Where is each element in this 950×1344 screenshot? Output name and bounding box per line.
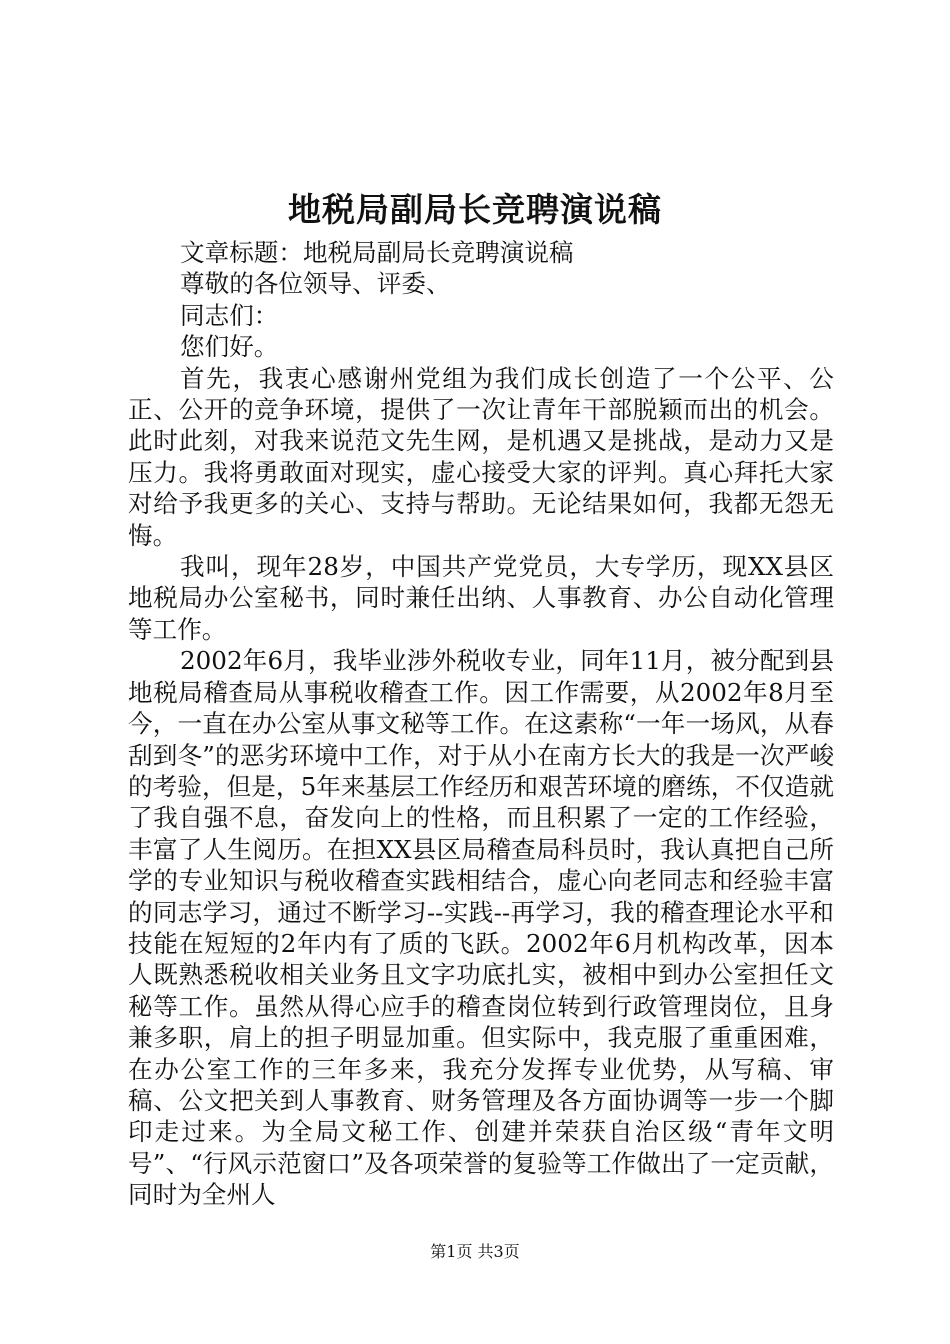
paragraph-work-history: 2002年6月，我毕业涉外税收专业，同年11月，被分配到县地税局稽查局从事税收稽查工作。因工作需要，从2002年8月至今，一直在办公室从事文秘等工作。在这素称“一年一场风，从春刮到冬”的恶劣环境中工作，对于从小在南方长大的我是一次严峻的考验，但是，5年来基层工作经历和艰苦环境的磨练，不仅造就了我自强不息，奋发向上的性格，而且积累了一定的工作经验，丰富了人生阅历。在担XX县区局稽查局科员时，我认真把自己所学的专业知识与税收稽查实践相结合，虚心向老同志和经验丰富的同志学习，通过不断学习--实践--再学习，我的稽查理论水平和技能在短短的2年内有了质的飞跃。2002年6月机构改革，因本人既熟悉税收相关业务且文字功底扎实，被相中到办公室担任文秘等工作。虽然从得心应手的稽查岗位转到行政管理岗位，且身兼多职，肩上的担子明显加重。但实际中，我克服了重重困难，在办公室工作的三年多来，我充分发挥专业优势，从写稿、审稿、公文把关到人事教育、财务管理及各方面协调等一步一个脚印走过来。为全局文秘工作、创建并荣获自治区级“青年文明号”、“行风示范窗口”及各项荣誉的复验等工作做出了一定贡献，同时为全州人: [128, 646, 834, 1210]
article-title-line: 文章标题：地税局副局长竞聘演说稿: [180, 238, 574, 267]
paragraph-intro: 首先，我衷心感谢州党组为我们成长创造了一个公平、公正、公开的竞争环境，提供了一次让青年干部脱颖而出的机会。此时此刻，对我来说范文先生网，是机遇又是挑战，是动力又是压力。我将勇敢面对现实，虚心接受大家的评判。真心拜托大家对给予我更多的关心、支持与帮助。无论结果如何，我都无怨无悔。: [128, 363, 834, 550]
salutation-line: 尊敬的各位领导、评委、: [180, 269, 451, 299]
greeting-line: 您们好。: [180, 332, 279, 362]
salutation-comrades: 同志们：: [180, 300, 279, 330]
document-title: 地税局副局长竞聘演说稿: [288, 190, 662, 229]
page-footer: 第1页 共3页: [430, 1242, 520, 1261]
document-body: [128, 237, 834, 1211]
paragraph-self-introduction: 我叫，现年28岁，中国共产党党员，大专学历，现XX县区地税局办公室秘书，同时兼任出纳、人事教育、办公自动化管理等工作。: [128, 552, 834, 644]
